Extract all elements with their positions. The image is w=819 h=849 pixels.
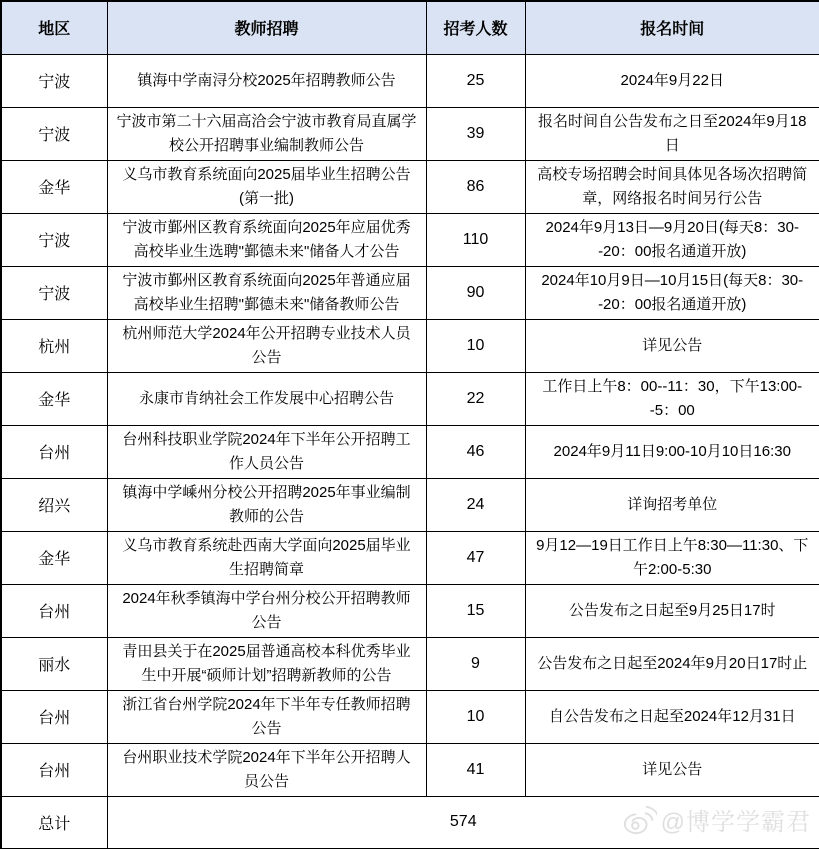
announcement-title: 2024年秋季镇海中学台州分校公开招聘教师公告 xyxy=(107,584,426,637)
time-cell: 详询招考单位 xyxy=(525,478,819,531)
announcement-title: 宁波市鄞州区教育系统面向2025年普通应届高校毕业生招聘"鄞德未来"储备教师公告 xyxy=(107,266,426,319)
table-row xyxy=(1,478,819,531)
table-row xyxy=(1,743,819,796)
count-cell: 15 xyxy=(426,584,525,637)
total-label: 总计 xyxy=(1,796,107,849)
announcement-title: 杭州师范大学2024年公开招聘专业技术人员公告 xyxy=(107,319,426,372)
count-cell: 47 xyxy=(426,531,525,584)
time-cell: 详见公告 xyxy=(525,743,819,796)
count-cell: 39 xyxy=(426,107,525,160)
announcement-title: 永康市肯纳社会工作发展中心招聘公告 xyxy=(107,372,426,425)
count-cell: 41 xyxy=(426,743,525,796)
table-row xyxy=(1,425,819,478)
time-cell: 高校专场招聘会时间具体见各场次招聘简章，网络报名时间另行公告 xyxy=(525,160,819,213)
count-cell: 25 xyxy=(426,54,525,107)
count-cell: 24 xyxy=(426,478,525,531)
table-row xyxy=(1,266,819,319)
announcement-title: 义乌市教育系统赴西南大学面向2025届毕业生招聘简章 xyxy=(107,531,426,584)
count-cell: 86 xyxy=(426,160,525,213)
header-row xyxy=(1,1,819,54)
region-cell: 绍兴 xyxy=(1,478,107,531)
header-time: 报名时间 xyxy=(525,1,819,54)
count-cell: 110 xyxy=(426,213,525,266)
time-cell: 公告发布之日起至2024年9月20日17时止 xyxy=(525,637,819,690)
region-cell: 台州 xyxy=(1,690,107,743)
announcement-title: 镇海中学嵊州分校公开招聘2025年事业编制教师的公告 xyxy=(107,478,426,531)
header-region: 地区 xyxy=(1,1,107,54)
header-count: 招考人数 xyxy=(426,1,525,54)
watermark-handle: @博学学霸君 xyxy=(660,809,811,836)
region-cell: 金华 xyxy=(1,531,107,584)
time-cell: 自公告发布之日起至2024年12月31日 xyxy=(525,690,819,743)
count-cell: 90 xyxy=(426,266,525,319)
count-cell: 10 xyxy=(426,690,525,743)
region-cell: 宁波 xyxy=(1,213,107,266)
total-value: 574 xyxy=(107,796,819,849)
region-cell: 台州 xyxy=(1,743,107,796)
header-title: 教师招聘 xyxy=(107,1,426,54)
count-cell: 22 xyxy=(426,372,525,425)
region-cell: 台州 xyxy=(1,584,107,637)
region-cell: 宁波 xyxy=(1,266,107,319)
total-row xyxy=(1,796,819,849)
time-cell: 公告发布之日起至9月25日17时 xyxy=(525,584,819,637)
region-cell: 金华 xyxy=(1,160,107,213)
announcement-title: 浙江省台州学院2024年下半年专任教师招聘公告 xyxy=(107,690,426,743)
count-cell: 10 xyxy=(426,319,525,372)
time-cell: 2024年10月9日—10月15日(每天8：30--20：00报名通道开放) xyxy=(525,266,819,319)
table-row xyxy=(1,319,819,372)
table-row xyxy=(1,372,819,425)
announcement-title: 台州科技职业学院2024年下半年公开招聘工作人员公告 xyxy=(107,425,426,478)
region-cell: 杭州 xyxy=(1,319,107,372)
time-cell: 2024年9月13日—9月20日(每天8：30--20：00报名通道开放) xyxy=(525,213,819,266)
announcement-title: 义乌市教育系统面向2025届毕业生招聘公告(第一批) xyxy=(107,160,426,213)
announcement-title: 台州职业技术学院2024年下半年公开招聘人员公告 xyxy=(107,743,426,796)
table-row xyxy=(1,107,819,160)
time-cell: 2024年9月11日9:00-10月10日16:30 xyxy=(525,425,819,478)
time-cell: 报名时间自公告发布之日至2024年9月18日 xyxy=(525,107,819,160)
count-cell: 9 xyxy=(426,637,525,690)
count-cell: 46 xyxy=(426,425,525,478)
table-row xyxy=(1,584,819,637)
table-row xyxy=(1,637,819,690)
table-row xyxy=(1,690,819,743)
table-row xyxy=(1,531,819,584)
region-cell: 宁波 xyxy=(1,54,107,107)
region-cell: 台州 xyxy=(1,425,107,478)
time-cell: 工作日上午8：00--11：30，下午13:00--5：00 xyxy=(525,372,819,425)
table-row xyxy=(1,160,819,213)
time-cell: 2024年9月22日 xyxy=(525,54,819,107)
announcement-title: 青田县关于在2025届普通高校本科优秀毕业生中开展“硕师计划”招聘新教师的公告 xyxy=(107,637,426,690)
region-cell: 丽水 xyxy=(1,637,107,690)
table-row xyxy=(1,54,819,107)
announcement-title: 宁波市鄞州区教育系统面向2025年应届优秀高校毕业生选聘"鄞德未来"储备人才公告 xyxy=(107,213,426,266)
region-cell: 金华 xyxy=(1,372,107,425)
announcement-title: 镇海中学南浔分校2025年招聘教师公告 xyxy=(107,54,426,107)
time-cell: 详见公告 xyxy=(525,319,819,372)
announcement-title: 宁波市第二十六届高洽会宁波市教育局直属学校公开招聘事业编制教师公告 xyxy=(107,107,426,160)
table-row xyxy=(1,213,819,266)
region-cell: 宁波 xyxy=(1,107,107,160)
time-cell: 9月12—19日工作日上午8:30—11:30、下午2:00-5:30 xyxy=(525,531,819,584)
